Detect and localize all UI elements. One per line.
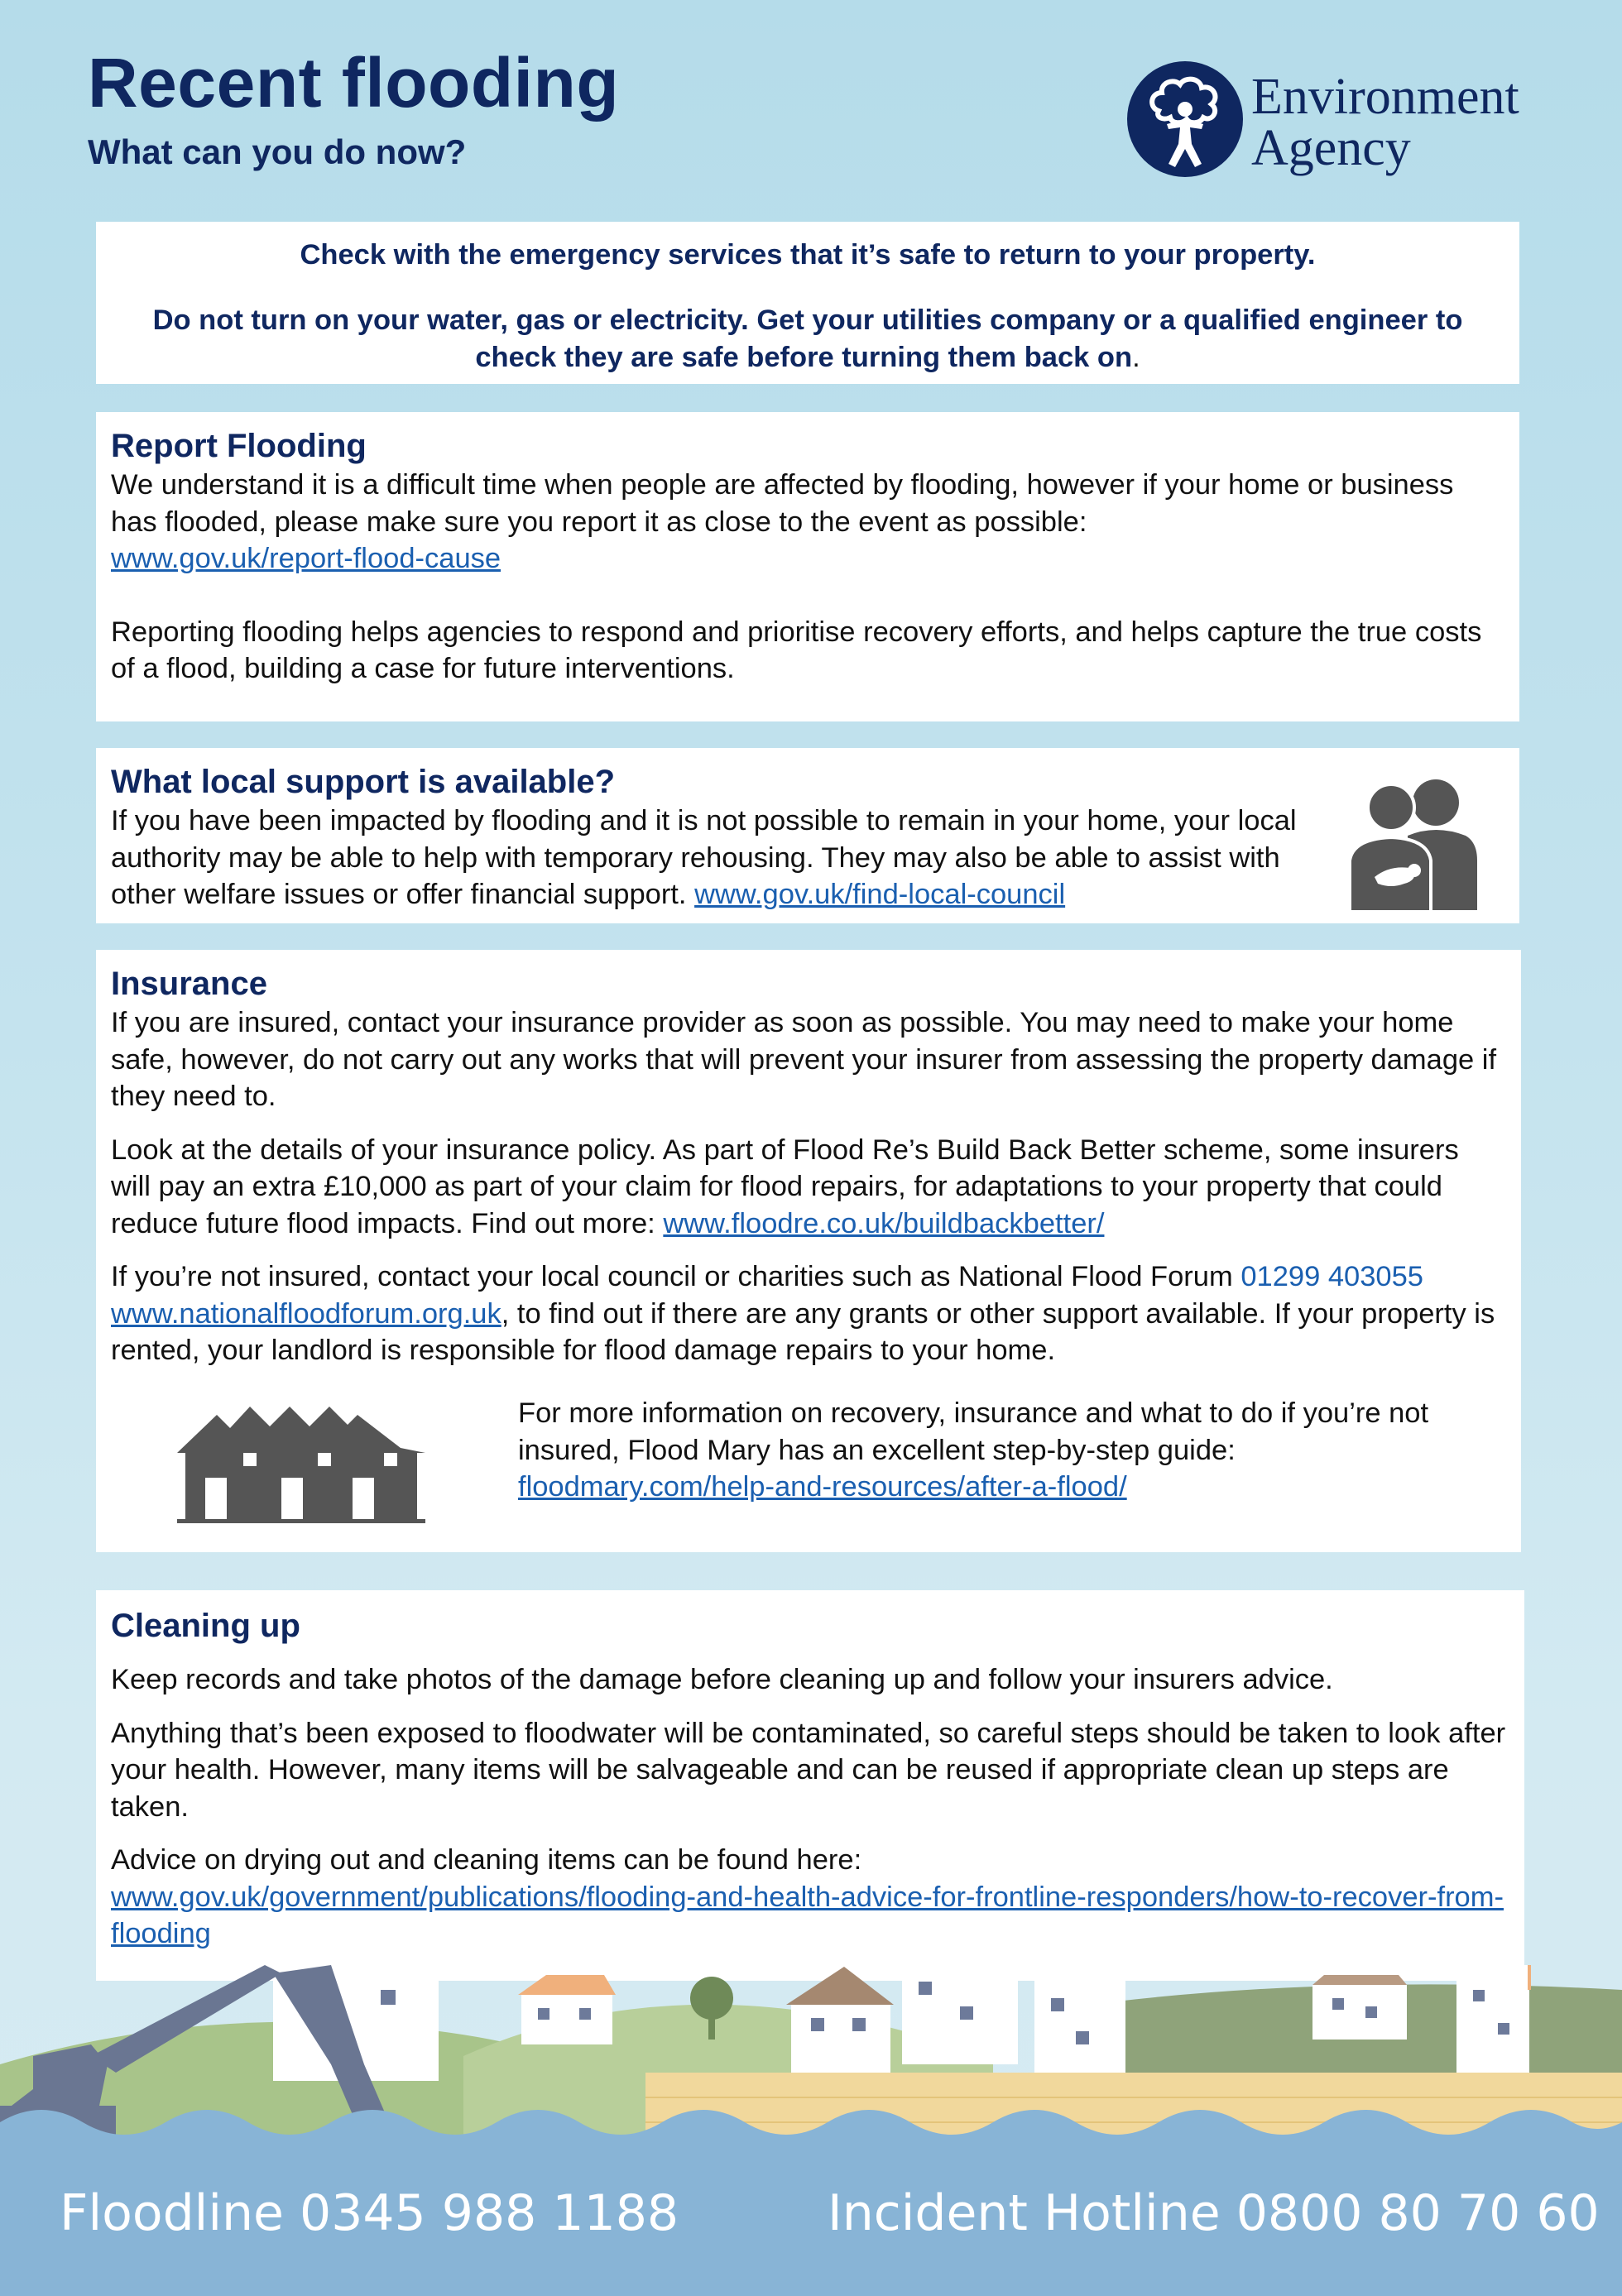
support-paragraph: If you have been impacted by flooding and it is not possible to remain in your home, your local authority may be able to help with temporary rehousing. They may also be able to assist with other welfare issues or offer financial support. www.gov.uk/find-local-council xyxy=(111,805,1297,910)
support-heading: What local support is available? xyxy=(111,764,616,800)
tree-person-logo-icon xyxy=(1125,60,1245,180)
insurance-section xyxy=(96,950,1521,1552)
page-subtitle: What can you do now? xyxy=(88,132,467,171)
logo-text-agency: Agency xyxy=(1251,120,1411,176)
national-flood-forum-link[interactable]: www.nationalfloodforum.org.uk xyxy=(111,1297,501,1330)
family-icon xyxy=(1341,778,1482,918)
flood-mary-link[interactable]: floodmary.com/help-and-resources/after-a-flood/ xyxy=(518,1471,1127,1503)
report-heading: Report Flooding xyxy=(111,428,367,464)
report-flooding-section xyxy=(96,412,1519,721)
report-paragraph-1: We understand it is a difficult time when people are affected by flooding, however if your home or business has flooded, please make sure you report it as close to the event as possible: xyxy=(111,469,1454,538)
build-back-better-link[interactable]: www.floodre.co.uk/buildbackbetter/ xyxy=(663,1207,1105,1239)
cleaning-heading: Cleaning up xyxy=(111,1608,300,1644)
report-paragraph-2: Reporting flooding helps agencies to respond and prioritise recovery efforts, and helps capture the true costs of a flood, building a case for future interventions. xyxy=(111,616,1482,684)
flood-mary-paragraph: For more information on recovery, insurance and what to do if you’re not insured, Flood Mary has an excellent step-by-step guide: floodmary.com/help-and-resources/after-a-flood/ xyxy=(518,1397,1429,1503)
notice-line-2: Do not turn on your water, gas or electricity. Get your utilities company or a qualified engineer to check they are safe before turning them back on. xyxy=(152,304,1463,373)
recover-from-flooding-link[interactable]: www.gov.uk/government/publications/flooding-and-health-advice-for-frontline-responders/how-to-recover-from-flooding xyxy=(111,1881,1504,1949)
insurance-paragraph-2: Look at the details of your insurance policy. As part of Flood Re’s Build Back Better scheme, some insurers will pay an extra £10,000 as part of your claim for flood repairs, for adaptations to your property that could reduce future flood impacts. Find out more: www.floodre.co.uk/buildbackbetter/ xyxy=(111,1134,1459,1239)
floodline-number: Floodline 0345 988 1188 xyxy=(60,2184,679,2242)
logo-text-environment: Environment xyxy=(1251,69,1519,125)
insurance-heading: Insurance xyxy=(111,966,267,1002)
cleaning-paragraph-2: Anything that’s been exposed to floodwater will be contaminated, so careful steps should be taken to look after your health. However, many items will be salvageable and can be reused if appropriate clean up steps are taken. xyxy=(111,1717,1506,1823)
flood-scene-illustration xyxy=(0,1965,1622,2296)
houses-icon xyxy=(177,1398,434,1531)
cleaning-paragraph-3: Advice on drying out and cleaning items can be found here: xyxy=(111,1844,862,1876)
page-title: Recent flooding xyxy=(88,44,620,122)
insurance-paragraph-3: If you’re not insured, contact your local council or charities such as National Flood Forum 01299 403055 www.nationalfloodforum.org.uk, to find out if there are any grants or other support available. If your property is rented, your landlord is responsible for flood damage repairs to your home. xyxy=(111,1261,1495,1366)
environment-agency-logo xyxy=(1125,60,1556,192)
national-flood-forum-phone[interactable]: 01299 403055 xyxy=(1240,1261,1423,1292)
incident-hotline-number: Incident Hotline 0800 80 70 60 xyxy=(828,2184,1600,2242)
report-flood-cause-link[interactable]: www.gov.uk/report-flood-cause xyxy=(111,543,501,574)
safety-notice xyxy=(96,222,1519,384)
cleaning-up-section xyxy=(96,1590,1524,1981)
notice-line-1: Check with the emergency services that it’s safe to return to your property. xyxy=(300,239,1316,271)
cleaning-paragraph-1: Keep records and take photos of the damage before cleaning up and follow your insurers advice. xyxy=(111,1664,1333,1695)
local-support-section xyxy=(96,748,1519,923)
insurance-paragraph-1: If you are insured, contact your insurance provider as soon as possible. You may need to make your home safe, however, do not carry out any works that will prevent your insurer from assessing the property damage if they need to. xyxy=(111,1007,1497,1112)
find-local-council-link[interactable]: www.gov.uk/find-local-council xyxy=(694,879,1066,910)
